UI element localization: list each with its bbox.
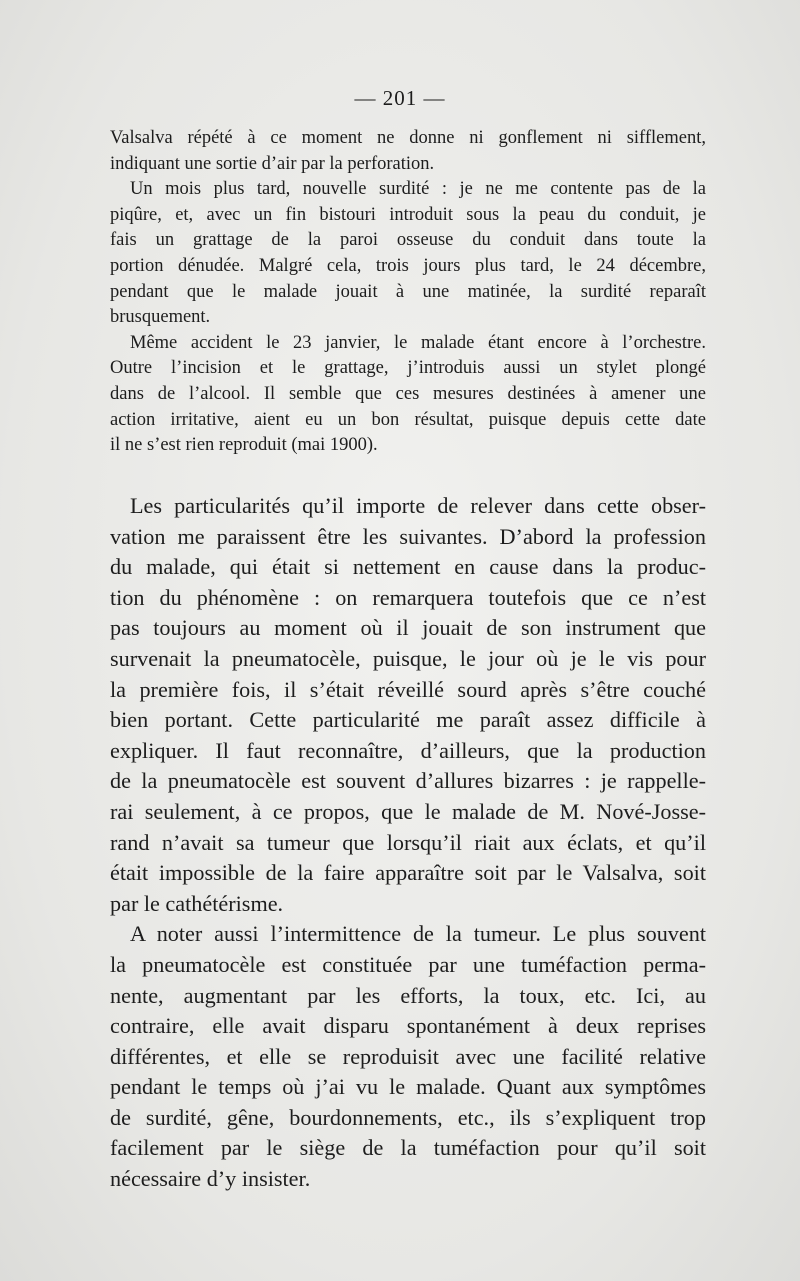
text-line: contraire, elle avait disparu spontanément à deux reprises [110,1013,706,1039]
discussion-paragraphs [110,491,706,1195]
case-notes-paragraphs [110,126,706,459]
text-line: il ne s’est rien reproduit (mai 1900). [110,435,378,456]
page-number: — 201 — [354,86,446,110]
text-line: Outre l’incision et le grattage, j’introduis aussi un stylet plongé [110,358,706,379]
text-line: fais un grattage de la paroi osseuse du conduit dans toute la [110,230,706,251]
text-line: action irritative, aient eu un bon résultat, puisque depuis cette date [110,409,706,430]
text-line: de surdité, gêne, bourdonnements, etc., ils s’expliquent trop [110,1104,706,1130]
text-line: bien portant. Cette particularité me paraît assez difficile à [110,707,706,733]
text-line: pendant le temps où j’ai vu le malade. Quant aux symptômes [110,1074,706,1100]
text-line: dans de l’alcool. Il semble que ces mesures destinées à amener une [110,383,706,404]
text-line: Même accident le 23 janvier, le malade étant encore à l’orchestre. [130,332,706,353]
text-line: pas toujours au moment où il jouait de son instrument que [110,615,706,641]
text-line: différentes, et elle se reproduisit avec une facilité relative [110,1043,706,1069]
text-line: rai seulement, à ce propos, que le malade de M. Nové-Josse- [110,798,706,824]
text-line: expliquer. Il faut reconnaître, d’ailleurs, que la production [110,737,706,763]
text-line: la première fois, il s’était réveillé sourd après s’être couché [110,676,706,702]
text-line: piqûre, et, avec un fin bistouri introduit sous la peau du conduit, je [110,204,706,225]
text-line: Les particularités qu’il importe de relever dans cette obser- [130,493,706,518]
text-line: par le cathétérisme. [110,890,284,916]
text-line: nécessaire d’y insister. [110,1166,311,1192]
text-line: la pneumatocèle est constituée par une tuméfaction perma- [110,951,706,977]
text-line: du malade, qui était si nettement en cause dans la produc- [110,554,706,580]
text-line: pendant que le malade jouait à une matinée, la surdité reparaît [110,281,706,302]
text-line: indiquant une sortie d’air par la perforation. [110,153,435,174]
text-line: Un mois plus tard, nouvelle surdité : je ne me contente pas de la [130,179,706,200]
text-line: portion dénudée. Malgré cela, trois jours plus tard, le 24 décembre, [110,255,706,276]
text-line: était impossible de la faire apparaître soit par le Valsalva, soit [110,860,706,886]
text-line: facilement par le siège de la tuméfaction pour qu’il soit [110,1135,706,1161]
text-line: rand n’avait sa tumeur que lorsqu’il riait aux éclats, et qu’il [110,829,706,855]
text-line: tion du phénomène : on remarquera toutefois que ce n’est [110,584,706,610]
text-line: A noter aussi l’intermittence de la tumeur. Le plus souvent [130,921,706,947]
text-line: nente, augmentant par les efforts, la toux, etc. Ici, au [110,982,706,1008]
text-line: brusquement. [110,307,211,328]
text-line: Valsalva répété à ce moment ne donne ni gonflement ni sifflement, [110,128,706,148]
text-line: de la pneumatocèle est souvent d’allures bizarres : je rappelle- [110,768,706,794]
text-line: vation me paraissent être les suivantes. D’abord la profession [110,523,706,549]
text-line: survenait la pneumatocèle, puisque, le jour où je le vis pour [110,645,706,671]
